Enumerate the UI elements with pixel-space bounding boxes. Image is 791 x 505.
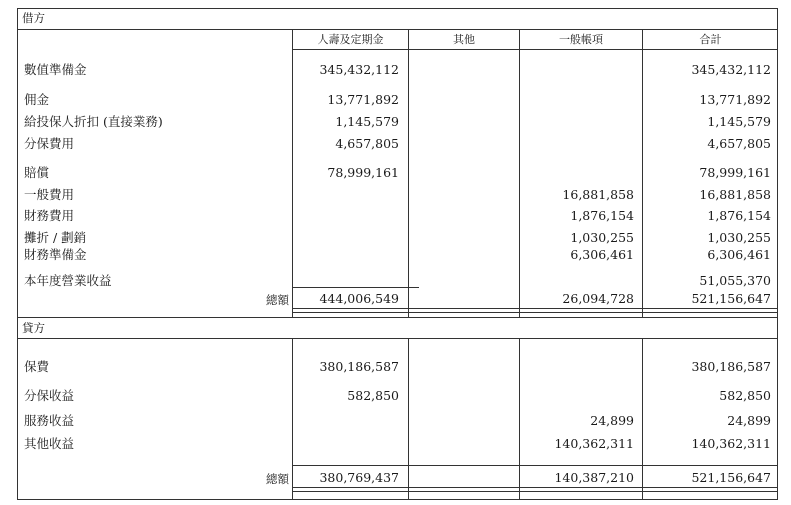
- row-label: 其他收益: [24, 436, 75, 451]
- row-label: 攤折 / 劃銷: [24, 230, 87, 245]
- row-value-total: 582,850: [719, 388, 771, 403]
- row-value-life: 345,432,112: [319, 62, 399, 77]
- row-value-life: 4,657,805: [335, 136, 399, 151]
- row-value-total: 13,771,892: [699, 92, 771, 107]
- credit-total-label: 總額: [266, 472, 289, 486]
- row-value-total: 1,030,255: [707, 230, 771, 245]
- row-label: 佣金: [24, 92, 50, 107]
- row-value-total: 4,657,805: [707, 136, 771, 151]
- row-value-total: 51,055,370: [699, 273, 771, 288]
- debit-label-divider: [18, 29, 777, 30]
- debit-section-label: 借方: [22, 11, 45, 25]
- column-header-general: 一般帳項: [559, 33, 603, 46]
- credit-section-divider: [18, 317, 777, 318]
- row-value-total: 140,362,311: [691, 436, 771, 451]
- row-value-total: 345,432,112: [691, 62, 771, 77]
- row-value-life: 78,999,161: [327, 165, 399, 180]
- credit-total-life: 380,769,437: [319, 470, 399, 485]
- row-value-life: 1,145,579: [335, 114, 399, 129]
- row-value-total: 1,876,154: [707, 208, 771, 223]
- row-value-life: 380,186,587: [319, 359, 399, 374]
- credit-total-underline: [292, 487, 778, 492]
- row-label: 給投保人折扣 (直接業務): [24, 114, 163, 129]
- credit-total-general: 140,387,210: [554, 470, 634, 485]
- row-value-total: 78,999,161: [699, 165, 771, 180]
- row-value-life: 13,771,892: [327, 92, 399, 107]
- column-header-other: 其他: [453, 33, 475, 46]
- row-value-life: 582,850: [347, 388, 399, 403]
- row-value-general: 1,030,255: [570, 230, 634, 245]
- row-value-general: 16,881,858: [562, 187, 634, 202]
- debit-total-general: 26,094,728: [562, 291, 634, 306]
- row-value-general: 24,899: [590, 413, 634, 428]
- row-label: 本年度營業收益: [24, 273, 112, 288]
- row-value-total: 1,145,579: [707, 114, 771, 129]
- header-divider: [292, 49, 777, 50]
- row-label: 分保收益: [24, 388, 75, 403]
- row-value-total: 380,186,587: [691, 359, 771, 374]
- debit-total-total: 521,156,647: [691, 291, 771, 306]
- row-label: 數值準備金: [24, 62, 87, 77]
- row-value-general: 6,306,461: [570, 247, 634, 262]
- statement-table: [17, 8, 778, 500]
- row-value-general: 1,876,154: [570, 208, 634, 223]
- row-label: 分保費用: [24, 136, 75, 151]
- col-divider-2: [408, 29, 409, 317]
- col-divider-4: [642, 29, 643, 317]
- col-divider-3: [519, 29, 520, 317]
- column-header-life: 人壽及定期金: [317, 33, 384, 46]
- row-label: 服務收益: [24, 413, 75, 428]
- credit-section-label: 貸方: [22, 321, 45, 335]
- column-header-total: 合計: [699, 33, 722, 46]
- credit-total-total: 521,156,647: [691, 470, 771, 485]
- debit-total-life: 444,006,549: [319, 291, 399, 306]
- row-label: 財務費用: [24, 208, 75, 223]
- debit-total-underline: [292, 308, 778, 313]
- credit-label-divider: [18, 338, 777, 339]
- row-label: 賠償: [24, 165, 50, 180]
- row-value-total: 24,899: [727, 413, 771, 428]
- row-value-total: 16,881,858: [699, 187, 771, 202]
- row-label: 財務準備金: [24, 247, 87, 262]
- row-value-general: 140,362,311: [554, 436, 634, 451]
- row-value-total: 6,306,461: [707, 247, 771, 262]
- debit-total-label: 總額: [266, 293, 289, 307]
- row-label: 一般費用: [24, 187, 75, 202]
- row-label: 保費: [24, 359, 50, 374]
- col-divider-1: [292, 29, 293, 317]
